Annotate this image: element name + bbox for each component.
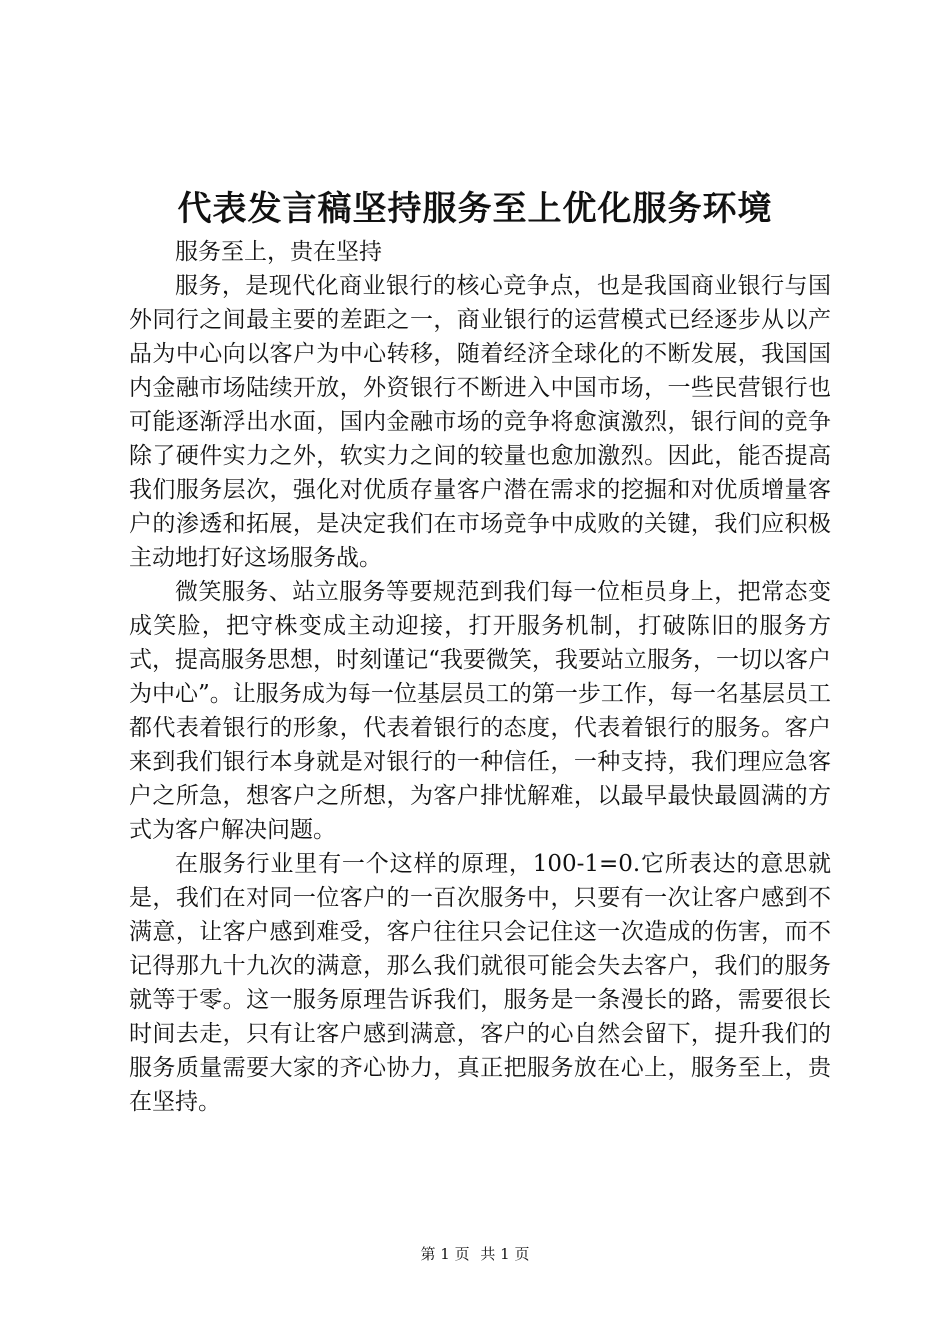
subtitle-paragraph: 服务至上，贵在坚持 xyxy=(175,239,382,265)
body-paragraph-2: 微笑服务、站立服务等要规范到我们每一位柜员身上，把常态变成笑脸，把守株变成主动迎接，打开服务机制，打破陈旧的服务方式，提高服务思想，时刻谨记“我要微笑，我要站立服务，一切以客户为中心”。让服务成为每一位基层员工的第一步工作，每一名基层员工都代表着银行的形象，代表着银行的态度，代表着银行的服务。客户来到我们银行本身就是对银行的一种信任，一种支持，我们理应急客户之所急，想客户之所想，为客户排忧解难，以最早最快最圆满的方式为客户解决问题。 xyxy=(129,579,831,843)
body-paragraph-3: 在服务行业里有一个这样的原理，100-1=0.它所表达的意思就是，我们在对同一位客户的一百次服务中，只要有一次让客户感到不满意，让客户感到难受，客户往往只会记住这一次造成的伤害，而不记得那九十九次的满意，那么我们就很可能会失去客户，我们的服务就等于零。这一服务原理告诉我们，服务是一条漫长的路，需要很长时间去走，只有让客户感到满意，客户的心自然会留下，提升我们的服务质量需要大家的齐心协力，真正把服务放在心上，服务至上，贵在坚持。 xyxy=(129,851,831,1115)
page-total: 共 1 页 xyxy=(480,1245,530,1263)
document-title: 代表发言稿坚持服务至上优化服务环境 xyxy=(177,189,773,229)
document-body xyxy=(129,235,831,1119)
body-paragraph-1: 服务，是现代化商业银行的核心竞争点，也是我国商业银行与国外同行之间最主要的差距之一，商业银行的运营模式已经逐步从以产品为中心向以客户为中心转移，随着经济全球化的不断发展，我国国内金融市场陆续开放，外资银行不断进入中国市场，一些民营银行也可能逐渐浮出水面，国内金融市场的竞争将愈演激烈，银行间的竞争除了硬件实力之外，软实力之间的较量也愈加激烈。因此，能否提高我们服务层次，强化对优质存量客户潜在需求的挖掘和对优质增量客户的渗透和拓展，是决定我们在市场竞争中成败的关键，我们应积极主动地打好这场服务战。 xyxy=(129,273,831,571)
page-number: 第 1 页 xyxy=(420,1245,470,1263)
page-footer xyxy=(0,1244,950,1264)
